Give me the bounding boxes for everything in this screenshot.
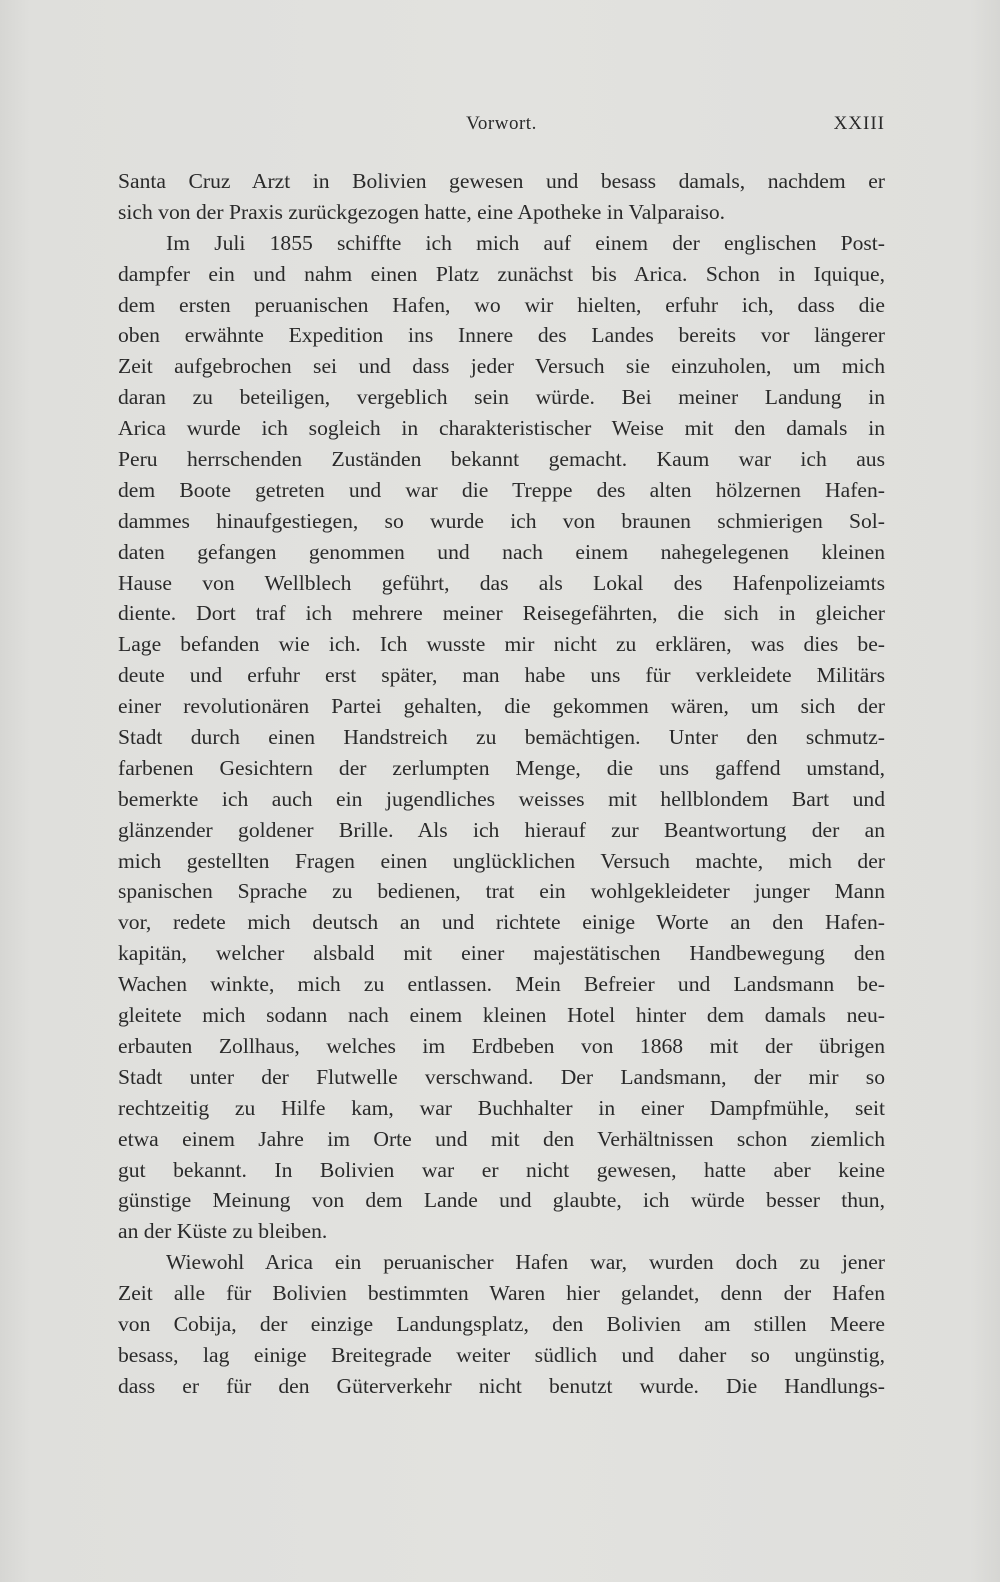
text-line: von Cobija, der einzige Landungsplatz, den Bolivien am stillen Meere (118, 1311, 885, 1336)
text-line: Wiewohl Arica ein peruanischer Hafen war, wurden doch zu jener (166, 1250, 885, 1275)
text-line: vor, redete mich deutsch an und richtete einige Worte an den Hafen- (118, 910, 885, 935)
text-line: kapitän, welcher alsbald mit einer majestätischen Handbewegung den (118, 941, 885, 966)
text-line: Arica wurde ich sogleich in charakteristischer Weise mit den damals in (118, 416, 885, 441)
text-line: günstige Meinung von dem Lande und glaubte, ich würde besser thun, (118, 1188, 885, 1213)
text-line: bemerkte ich auch ein jugendliches weisses mit hellblondem Bart und (118, 786, 885, 811)
text-line: Santa Cruz Arzt in Bolivien gewesen und besass damals, nachdem er (118, 169, 885, 193)
text-line: Peru herrschenden Zuständen bekannt gemacht. Kaum war ich aus (118, 447, 885, 472)
paragraph (118, 228, 885, 1247)
text-line: besass, lag einige Breitegrade weiter südlich und daher so ungünstig, (118, 1342, 885, 1367)
text-line: Wachen winkte, mich zu entlassen. Mein Befreier und Landsmann be- (118, 972, 885, 997)
body-text (118, 166, 885, 1402)
text-line: an der Küste zu bleiben. (118, 1219, 328, 1244)
text-line: spanischen Sprache zu bedienen, trat ein wohlgekleideter junger Mann (118, 879, 885, 904)
text-line: dampfer ein und nahm einen Platz zunächst bis Arica. Schon in Iquique, (118, 261, 885, 286)
text-line: etwa einem Jahre im Orte und mit den Verhältnissen schon ziemlich (118, 1126, 885, 1151)
text-line: Stadt unter der Flutwelle verschwand. Der Landsmann, der mir so (118, 1064, 885, 1089)
text-line: Lage befanden wie ich. Ich wusste mir nicht zu erklären, was dies be- (118, 632, 885, 657)
text-line: diente. Dort traf ich mehrere meiner Reisegefährten, die sich in gleicher (118, 601, 885, 626)
paragraph (118, 166, 885, 228)
running-header (118, 113, 885, 143)
running-title: Vorwort. (466, 113, 537, 134)
text-line: Zeit alle für Bolivien bestimmten Waren hier gelandet, denn der Hafen (118, 1281, 885, 1306)
text-line: rechtzeitig zu Hilfe kam, war Buchhalter in einer Dampfmühle, seit (118, 1095, 885, 1120)
text-line: dem ersten peruanischen Hafen, wo wir hielten, erfuhr ich, dass die (118, 292, 885, 317)
text-line: farbenen Gesichtern der zerlumpten Menge, die uns gaffend umstand, (118, 755, 885, 780)
text-line: mich gestellten Fragen einen unglücklichen Versuch machte, mich der (118, 848, 885, 873)
text-line: gut bekannt. In Bolivien war er nicht gewesen, hatte aber keine (118, 1157, 885, 1182)
text-line: daran zu beteiligen, vergeblich sein würde. Bei meiner Landung in (118, 385, 885, 410)
text-line: dem Boote getreten und war die Treppe des alten hölzernen Hafen- (118, 477, 885, 502)
text-line: sich von der Praxis zurückgezogen hatte, eine Apotheke in Valparaiso. (118, 199, 726, 224)
text-line: Hause von Wellblech geführt, das als Lokal des Hafenpolizeiamts (118, 570, 885, 595)
paragraph (118, 1247, 885, 1401)
text-line: dammes hinaufgestiegen, so wurde ich von braunen schmierigen Sol- (118, 508, 885, 533)
text-line: deute und erfuhr erst später, man habe uns für verkleidete Militärs (118, 663, 885, 688)
text-line: oben erwähnte Expedition ins Innere des Landes bereits vor längerer (118, 323, 885, 348)
text-line: Im Juli 1855 schiffte ich mich auf einem der englischen Post- (166, 230, 885, 255)
text-line: daten gefangen genommen und nach einem nahegelegenen kleinen (118, 539, 885, 564)
text-line: Stadt durch einen Handstreich zu bemächtigen. Unter den schmutz- (118, 725, 885, 750)
text-line: erbauten Zollhaus, welches im Erdbeben von 1868 mit der übrigen (118, 1033, 885, 1058)
page-number: XXIII (833, 113, 885, 134)
text-line: dass er für den Güterverkehr nicht benutzt wurde. Die Handlungs- (118, 1373, 885, 1398)
text-line: Zeit aufgebrochen sei und dass jeder Versuch sie einzuholen, um mich (118, 354, 885, 379)
text-line: gleitete mich sodann nach einem kleinen Hotel hinter dem damals neu- (118, 1003, 885, 1028)
text-line: einer revolutionären Partei gehalten, die gekommen wären, um sich der (118, 694, 885, 719)
text-line: glänzender goldener Brille. Als ich hierauf zur Beantwortung der an (118, 817, 885, 842)
